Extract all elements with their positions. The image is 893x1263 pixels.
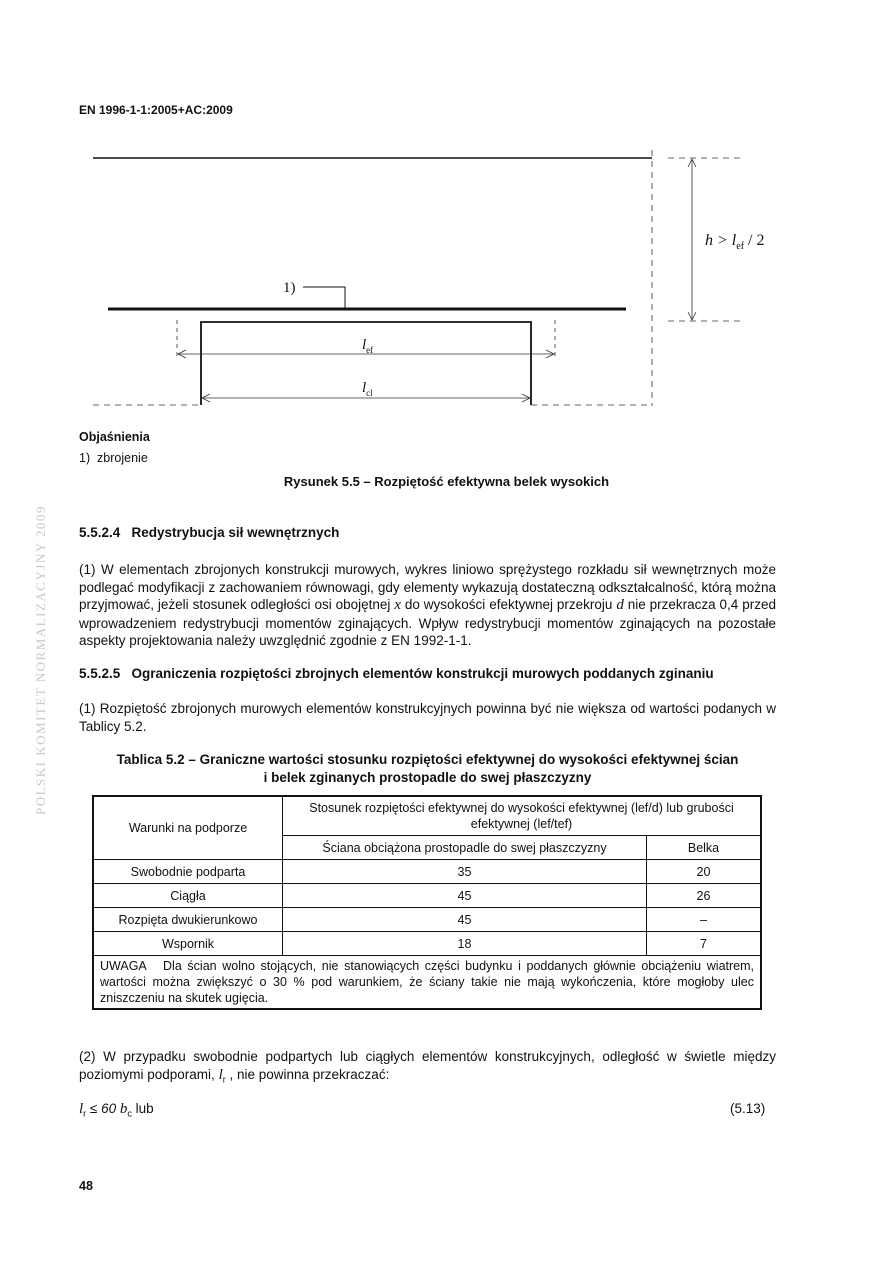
watermark: POLSKI KOMITET NORMALIZACYJNY 2009	[33, 505, 48, 815]
paragraph-span-limits: (1) Rozpiętość zbrojonych murowych elementów konstrukcyjnych powinna być nie większa od wartości podanych w Tablicy 5.2.	[79, 701, 776, 734]
table-row: Rozpięta dwukierunkowo 45 –	[93, 908, 761, 932]
reinforcement-leader	[303, 287, 345, 309]
paragraph-lateral-supports: (2) W przypadku swobodnie podpartych lub ciągłych elementów konstrukcyjnych, odległość w świetle między poziomymi podporami, $l_r$ , nie powinna przekraczać:	[79, 1049, 776, 1085]
formula-5-13: $l_r \le 60$ $b_c$ lub	[79, 1101, 154, 1119]
header-support-conditions: Warunki na podporze	[93, 796, 283, 860]
figure-caption: Rysunek 5.5 – Rozpiętość efektywna belek wysokich	[283, 474, 610, 489]
paragraph-redistribution: (1) W elementach zbrojonych konstrukcji murowych, wykres liniowo sprężystego rozkładu sił wewnętrznych może podlegać modyfikacji z zachowaniem równowagi, gdy elementy wykazują dostateczną odkształcalność, którą można przyjmować, jeżeli stosunek odległości osi obojętnej x do wysokości efektywnej przekroju d nie przekracza 0,4 przed wprowadzeniem redystrybucji momentów zginających. Wpływ redystrybucji momentów zginających na pozostałe aspekty projektowania należy uwzględnić zgodnie z EN 1992-1-1.	[79, 562, 776, 648]
table-row: Swobodnie podparta 35 20	[93, 860, 761, 884]
legend-title: Objaśnienia	[79, 430, 150, 444]
formula-number: (5.13)	[730, 1101, 766, 1116]
header-wall: Ściana obciążona prostopadle do swej płaszczyzny	[283, 836, 647, 860]
lef-label: $l_{ef}$	[362, 337, 374, 355]
section-heading-5-5-2-4: 5.5.2.4 Redystrybucja sił wewnętrznych	[79, 525, 340, 540]
table-note: UWAGA Dla ścian wolno stojących, nie stanowiących części budynku i poddanych głównie obciążeniu wiatrem, wartości można zwiększyć o 30 % pod warunkiem, że ściany takie nie mają wykończenia, które mogłoby ulec zniszczeniu na skutek ugięcia.	[93, 956, 761, 1010]
header-ratio: Stosunek rozpiętości efektywnej do wysokości efektywnej (lef/d) lub grubości efektywnej (lef/tef)	[283, 796, 762, 836]
table-caption: Tablica 5.2 – Graniczne wartości stosunku rozpiętości efektywnej do wysokości efektywnej ścian i belek zginanych prostopadle do swej płaszczyzny	[116, 752, 739, 785]
section-heading-5-5-2-5: 5.5.2.5 Ograniczenia rozpiętości zbrojnych elementów konstrukcji murowych poddanych zginaniu	[79, 666, 714, 681]
lcl-label: $l_{cl}$	[362, 380, 373, 398]
header-beam: Belka	[647, 836, 762, 860]
span-ratio-table	[92, 795, 762, 1010]
table-row: Wspornik 18 7	[93, 932, 761, 956]
deep-beam-figure	[0, 140, 893, 420]
document-header: EN 1996-1-1:2005+AC:2009	[79, 103, 233, 117]
page-number: 48	[79, 1179, 93, 1193]
table-row: Ciągła 45 26	[93, 884, 761, 908]
legend-item: 1) zbrojenie	[79, 451, 148, 465]
height-label: $h > l_{ef} / 2$	[705, 232, 765, 252]
reinforcement-marker-label: 1)	[283, 280, 296, 296]
